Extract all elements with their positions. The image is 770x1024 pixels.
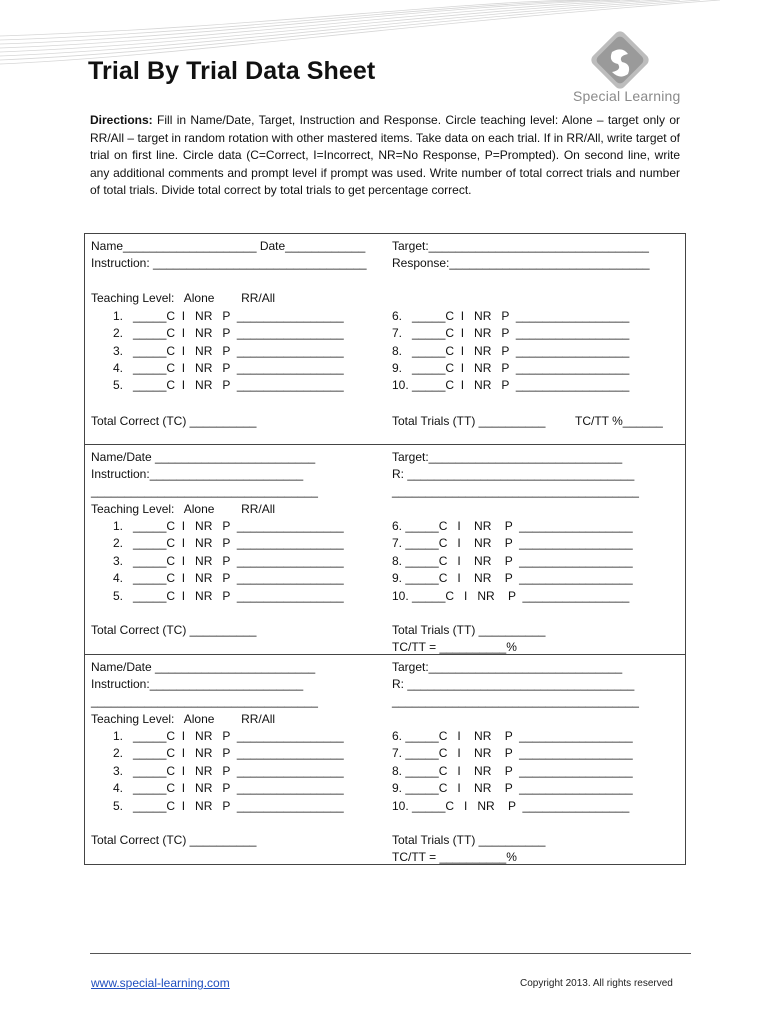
directions-label: Directions: — [90, 113, 153, 127]
trial-row-10[interactable]: 10. _____C I NR P ________________ — [392, 799, 630, 813]
trial-row-3[interactable]: 3. _____C I NR P ________________ — [113, 554, 344, 568]
logo-text: Special Learning — [573, 88, 681, 104]
teaching-level-label: Teaching Level: Alone RR/All — [91, 291, 276, 305]
name-date-field[interactable]: Name/Date ________________________ — [91, 450, 316, 464]
trial-row-2[interactable]: 2. _____C I NR P ________________ — [113, 536, 344, 550]
trial-row-9[interactable]: 9. _____C I NR P _________________ — [392, 571, 633, 585]
target-field[interactable]: Target:_________________________________ — [392, 239, 649, 253]
trial-row-1[interactable]: 1. _____C I NR P ________________ — [113, 309, 344, 323]
trial-row-5[interactable]: 5. _____C I NR P ________________ — [113, 589, 344, 603]
response-extra-line[interactable]: _____________________________________ — [392, 484, 639, 498]
trial-block-3 — [85, 655, 685, 865]
website-link[interactable]: www.special-learning.com — [91, 976, 230, 990]
instruction-field[interactable]: Instruction:_______________________ — [91, 467, 304, 481]
trial-row-2[interactable]: 2. _____C I NR P ________________ — [113, 326, 344, 340]
trial-row-3[interactable]: 3. _____C I NR P ________________ — [113, 764, 344, 778]
target-field[interactable]: Target:_____________________________ — [392, 450, 623, 464]
trial-row-7[interactable]: 7. _____C I NR P _________________ — [392, 746, 633, 760]
teaching-level-label: Teaching Level: Alone RR/All — [91, 502, 276, 516]
trial-row-5[interactable]: 5. _____C I NR P ________________ — [113, 378, 344, 392]
trial-row-8[interactable]: 8. _____C I NR P _________________ — [392, 344, 630, 358]
trial-row-10[interactable]: 10. _____C I NR P ________________ — [392, 589, 630, 603]
trial-row-4[interactable]: 4. _____C I NR P ________________ — [113, 781, 344, 795]
trial-row-6[interactable]: 6. _____C I NR P _________________ — [392, 519, 633, 533]
trial-row-7[interactable]: 7. _____C I NR P _________________ — [392, 536, 633, 550]
instruction-field[interactable]: Instruction:_______________________ — [91, 677, 304, 691]
trial-row-1[interactable]: 1. _____C I NR P ________________ — [113, 519, 344, 533]
trial-block-1 — [85, 234, 685, 446]
trial-row-4[interactable]: 4. _____C I NR P ________________ — [113, 361, 344, 375]
trial-row-10[interactable]: 10. _____C I NR P _________________ — [392, 378, 630, 392]
trial-block-2 — [85, 445, 685, 655]
trial-row-8[interactable]: 8. _____C I NR P _________________ — [392, 764, 633, 778]
trial-row-6[interactable]: 6. _____C I NR P _________________ — [392, 309, 630, 323]
name-date-field[interactable]: Name____________________ Date____________ — [91, 239, 366, 253]
total-trials-field[interactable]: Total Trials (TT) __________ — [392, 623, 546, 637]
tc-tt-percent-field[interactable]: TC/TT = __________% — [392, 850, 517, 864]
name-date-field[interactable]: Name/Date ________________________ — [91, 660, 316, 674]
trial-row-3[interactable]: 3. _____C I NR P ________________ — [113, 344, 344, 358]
total-trials-field[interactable]: Total Trials (TT) __________ — [392, 414, 546, 428]
trial-row-8[interactable]: 8. _____C I NR P _________________ — [392, 554, 633, 568]
data-sheet-table — [84, 233, 686, 865]
instruction-extra-line[interactable]: __________________________________ — [91, 694, 318, 708]
teaching-level-label: Teaching Level: Alone RR/All — [91, 712, 276, 726]
trial-row-9[interactable]: 9. _____C I NR P _________________ — [392, 781, 633, 795]
trial-row-4[interactable]: 4. _____C I NR P ________________ — [113, 571, 344, 585]
trial-row-9[interactable]: 9. _____C I NR P _________________ — [392, 361, 630, 375]
directions-text: Fill in Name/Date, Target, Instruction and Response. Circle teaching level: Alone – target only or RR/All – target in random rotation with other mastered items. Take data on each trial. If in RR/All, write target of trial on first line. Circle data (C=Correct, I=Incorrect, NR=No Response, P=Prompted). On second line, write any additional comments and prompt level if prompt was used. Write number of total correct trials and number of total trials. Divide total correct by total trials to get percentage correct. — [90, 113, 680, 197]
total-correct-field[interactable]: Total Correct (TC) __________ — [91, 414, 257, 428]
response-extra-line[interactable]: _____________________________________ — [392, 694, 639, 708]
trial-row-6[interactable]: 6. _____C I NR P _________________ — [392, 729, 633, 743]
page-title: Trial By Trial Data Sheet — [88, 57, 376, 85]
instruction-field[interactable]: Instruction: ________________________________ — [91, 256, 367, 270]
directions-paragraph — [90, 112, 680, 200]
tc-tt-percent-field[interactable]: TC/TT = __________% — [392, 640, 517, 654]
total-trials-field[interactable]: Total Trials (TT) __________ — [392, 833, 546, 847]
trial-row-2[interactable]: 2. _____C I NR P ________________ — [113, 746, 344, 760]
instruction-extra-line[interactable]: __________________________________ — [91, 484, 318, 498]
tc-tt-percent-field[interactable]: TC/TT %______ — [575, 414, 663, 428]
trial-row-5[interactable]: 5. _____C I NR P ________________ — [113, 799, 344, 813]
total-correct-field[interactable]: Total Correct (TC) __________ — [91, 833, 257, 847]
footer-divider — [90, 953, 691, 954]
trial-row-1[interactable]: 1. _____C I NR P ________________ — [113, 729, 344, 743]
response-field[interactable]: Response:______________________________ — [392, 256, 650, 270]
target-field[interactable]: Target:_____________________________ — [392, 660, 623, 674]
copyright-text: Copyright 2013. All rights reserved — [520, 978, 673, 989]
trial-row-7[interactable]: 7. _____C I NR P _________________ — [392, 326, 630, 340]
total-correct-field[interactable]: Total Correct (TC) __________ — [91, 623, 257, 637]
response-field[interactable]: R: __________________________________ — [392, 677, 635, 691]
response-field[interactable]: R: __________________________________ — [392, 467, 635, 481]
